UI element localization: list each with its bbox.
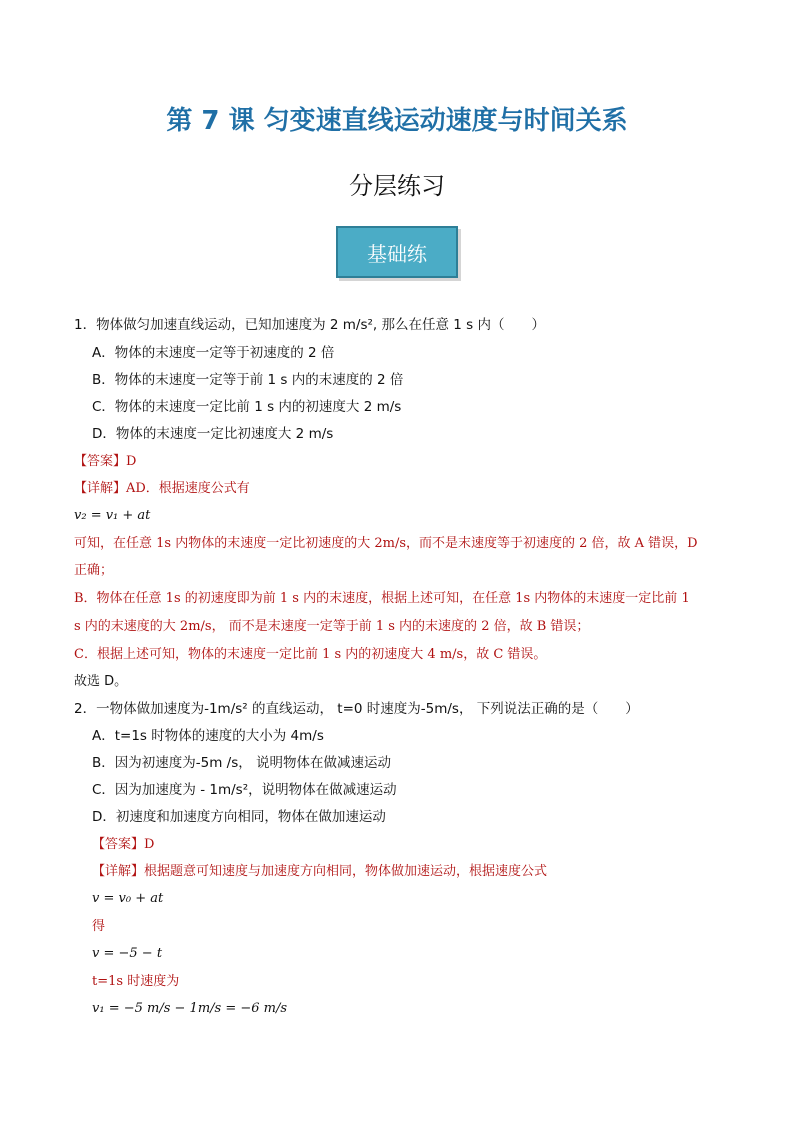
q2-de: 得 [92,919,106,934]
q1-explain-1: 可知，在任意 1s 内物体的末速度一定比初速度的大 2m/s，而不是末速度等于初速度的 2 倍，故 A 错误，D [74,536,698,551]
q2-detail-intro: 【详解】根据题意可知速度与加速度方向相同，物体做加速运动，根据速度公式 [92,864,548,879]
q2-option-d: D．初速度和加速度方向相同，物体在做加速运动 [92,809,386,825]
q1-stem: 1．物体做匀加速直线运动，已知加速度为 2 m/s², 那么在任意 1 s 内（ ） [74,317,545,333]
page-subtitle: 分层练习 [349,172,445,200]
q1-explain-3: B．物体在任意 1s 的初速度即为前 1 s 内的末速度，根据上述可知，在任意 1s 内物体的末速度一定比前 1 [74,591,690,606]
q1-option-d: D．物体的末速度一定比初速度大 2 m/s [92,426,334,442]
section-badge: 基础练 [336,226,458,278]
q2-option-a: A．t=1s 时物体的速度的大小为 4m/s [92,728,324,744]
q1-option-a: A．物体的末速度一定等于初速度的 2 倍 [92,345,335,361]
q1-explain-4: s 内的末速度的大 2m/s， 而不是末速度一定等于前 1 s 内的末速度的 2 倍，故 B 错误； [74,619,590,634]
q1-option-b: B．物体的末速度一定等于前 1 s 内的末速度的 2 倍 [92,372,404,388]
q1-option-c: C．物体的末速度一定比前 1 s 内的初速度大 2 m/s [92,399,402,415]
q1-explain-5: C．根据上述可知，物体的末速度一定比前 1 s 内的初速度大 4 m/s，故 C 错误。 [74,647,547,662]
q2-formula-2: v = −5 − t [92,946,163,961]
page-title: 第 7 课 匀变速直线运动速度与时间关系 [166,106,628,136]
q1-answer: 【答案】D [74,454,137,469]
q1-formula: v₂ = v₁ + at [74,508,151,523]
q1-explain-2: 正确； [74,563,114,578]
q1-detail-intro: 【详解】AD．根据速度公式有 [74,481,250,496]
q2-formula-3: v₁ = −5 m/s − 1m/s = −6 m/s [92,1001,288,1016]
q2-answer: 【答案】D [92,837,155,852]
q1-explain-6: 故选 D。 [74,674,128,689]
q2-t1-label: t=1s 时速度为 [92,974,180,989]
q2-option-c: C．因为加速度为 - 1m/s²，说明物体在做减速运动 [92,782,397,798]
q2-stem: 2．一物体做加速度为-1m/s² 的直线运动， t=0 时速度为-5m/s， 下列说法正确的是（ ） [74,701,639,717]
q2-option-b: B．因为初速度为-5m /s， 说明物体在做减速运动 [92,755,392,771]
q2-formula-1: v = v₀ + at [92,891,164,906]
